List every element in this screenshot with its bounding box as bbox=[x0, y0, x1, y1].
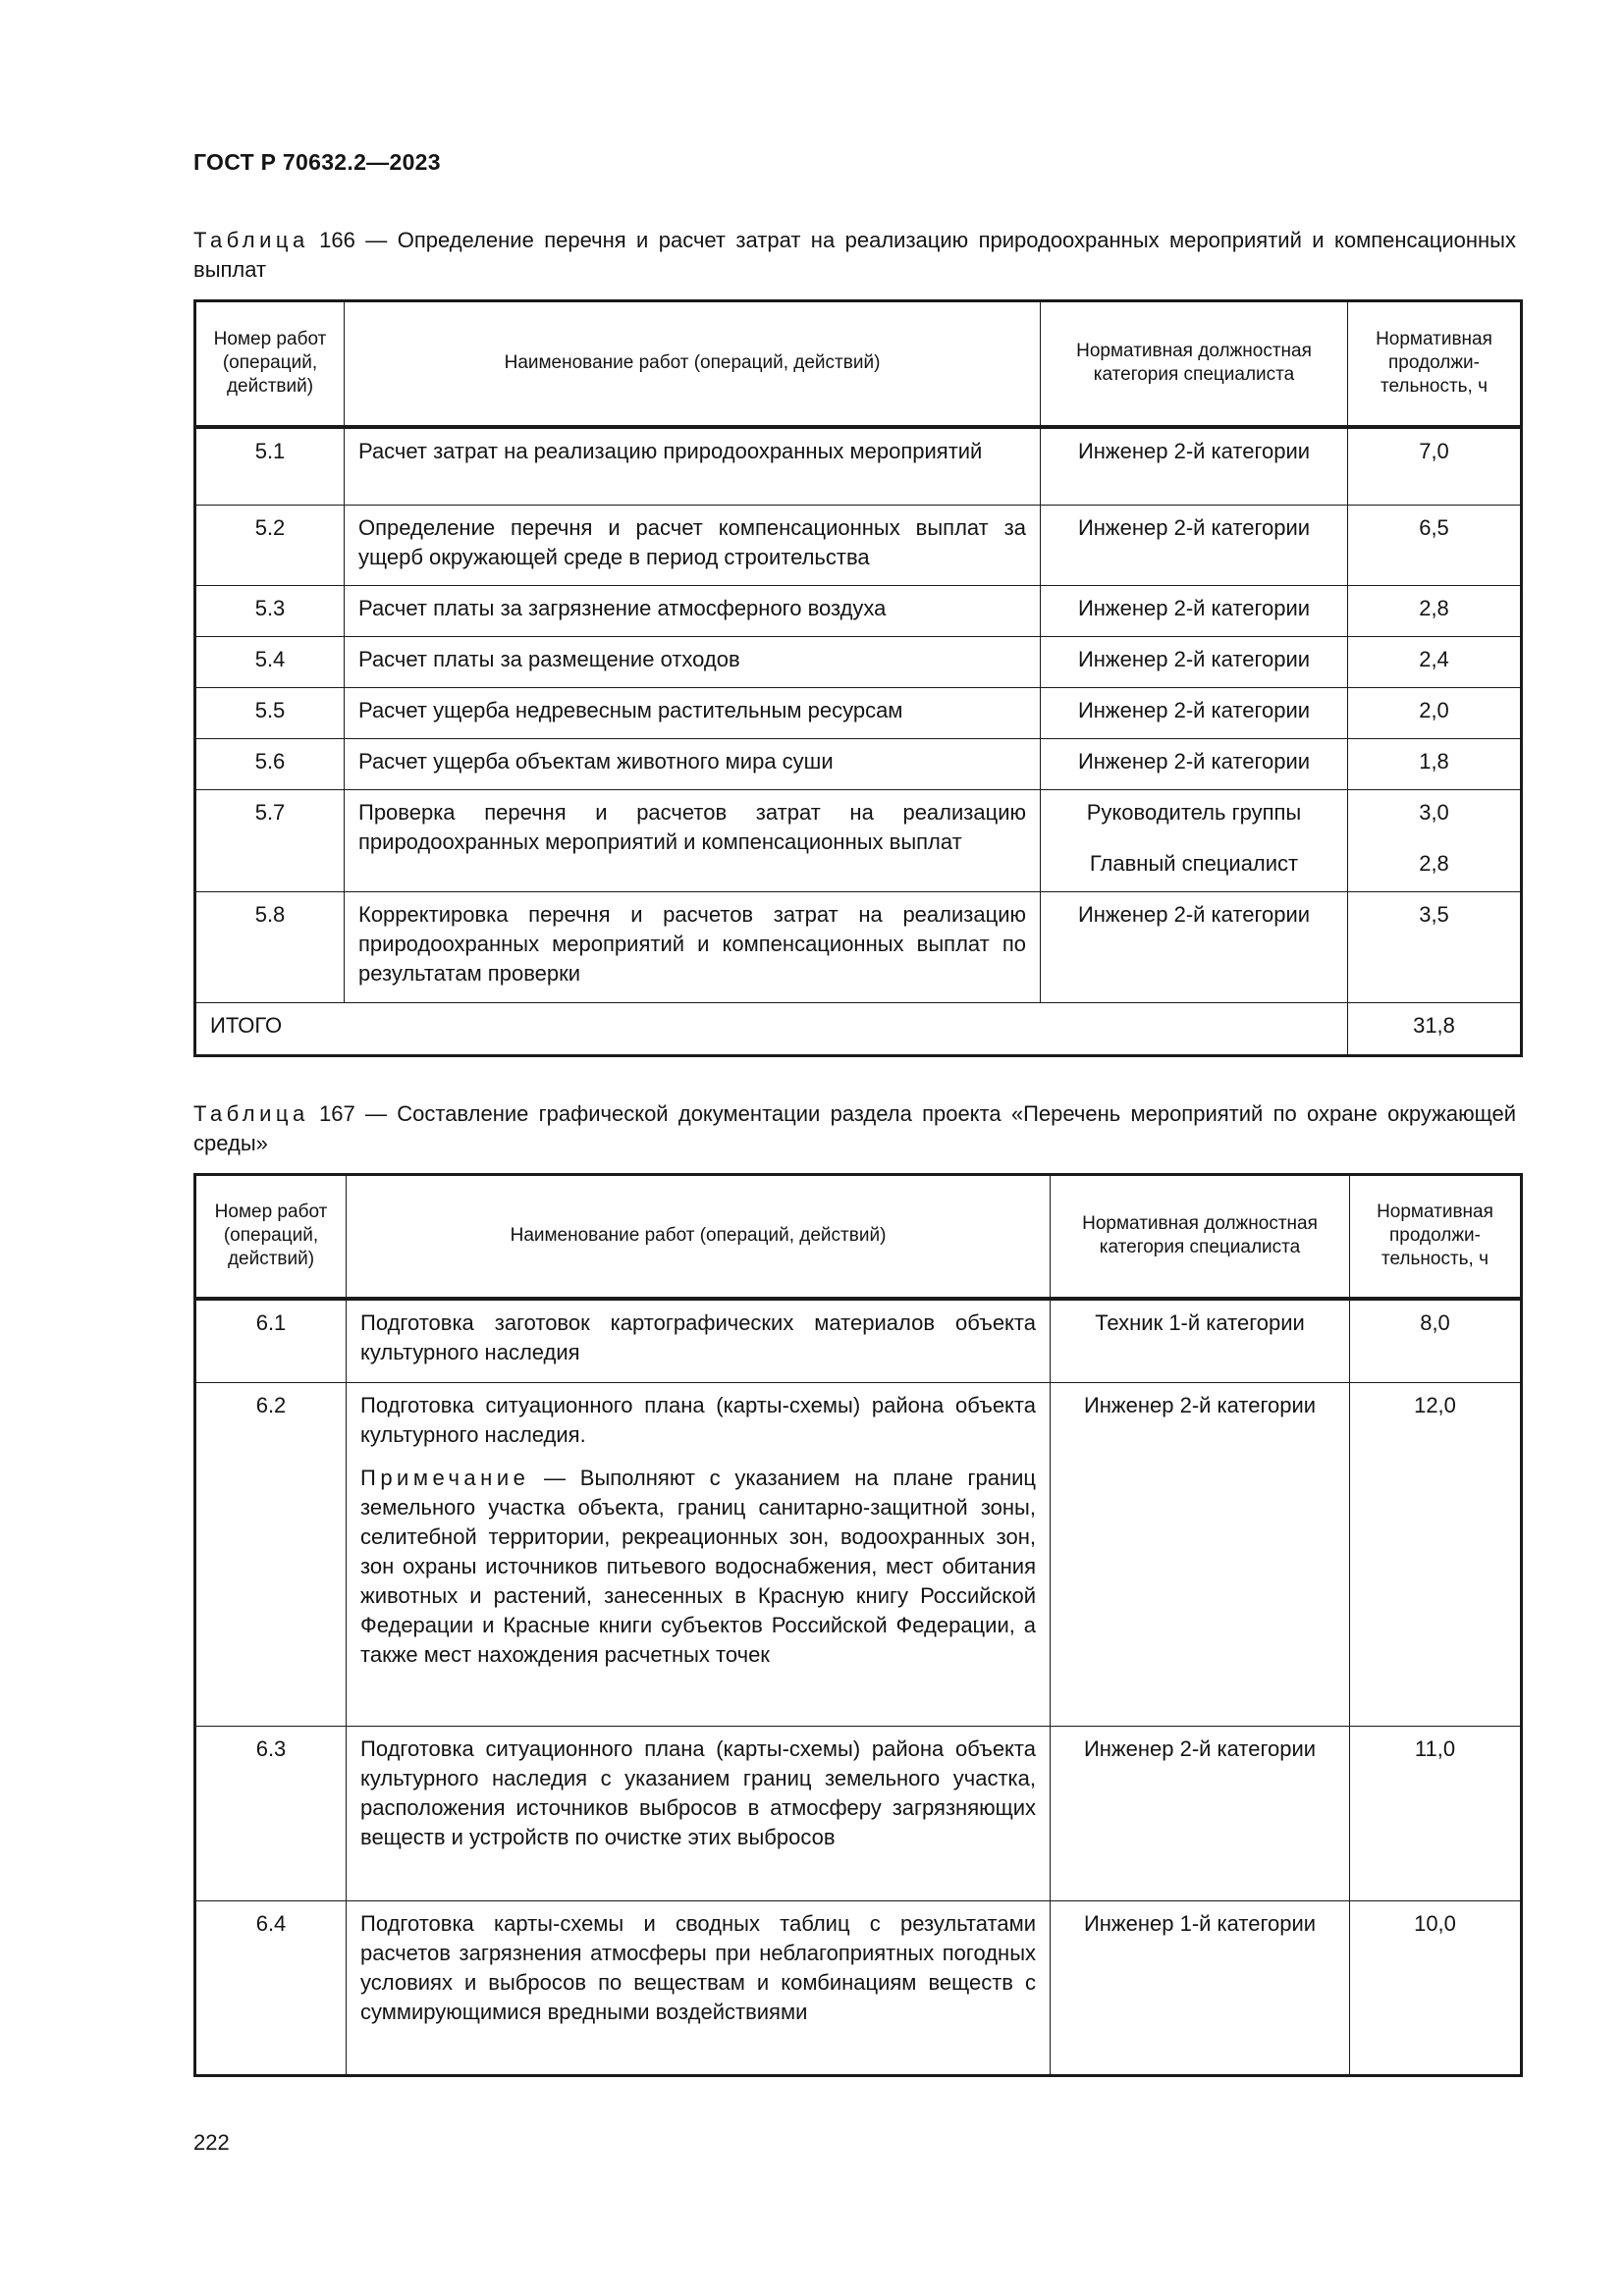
row-number: 5.2 bbox=[195, 506, 345, 586]
row-number: 6.1 bbox=[195, 1299, 347, 1383]
table-167-header-row bbox=[195, 1175, 1522, 1299]
row-role-group bbox=[1041, 790, 1348, 892]
row-name: Расчет платы за размещение отходов bbox=[345, 637, 1041, 688]
table-167 bbox=[193, 1173, 1523, 2077]
column-header-num: Номер работ (операций, действий) bbox=[195, 1175, 347, 1299]
column-header-duration: Нормативная продолжи-тельность, ч bbox=[1348, 301, 1522, 427]
row-number: 5.3 bbox=[195, 586, 345, 637]
row-role: Инженер 2-й категории bbox=[1041, 637, 1348, 688]
note-label: Примечание bbox=[360, 1466, 530, 1490]
table-row bbox=[195, 1727, 1522, 1901]
table-166-caption bbox=[193, 226, 1516, 285]
table-166-caption-prefix: Таблица bbox=[193, 228, 309, 252]
row-role: Инженер 2-й категории bbox=[1051, 1727, 1350, 1901]
table-row bbox=[195, 586, 1522, 637]
row-number: 5.8 bbox=[195, 892, 345, 1003]
row-role: Руководитель группы bbox=[1086, 800, 1302, 825]
column-header-name: Наименование работ (операций, действий) bbox=[347, 1175, 1051, 1299]
table-row bbox=[195, 427, 1522, 506]
row-name: Расчет ущерба недревесным растительным ресурсам bbox=[345, 688, 1041, 739]
row-duration: 7,0 bbox=[1348, 427, 1522, 506]
table-166-header-row bbox=[195, 301, 1522, 427]
row-role: Инженер 2-й категории bbox=[1041, 506, 1348, 586]
column-header-role: Нормативная должностная категория специалиста bbox=[1051, 1175, 1350, 1299]
row-number: 5.7 bbox=[195, 790, 345, 892]
column-header-duration: Нормативная продолжи-тельность, ч bbox=[1350, 1175, 1522, 1299]
row-name-group bbox=[347, 1383, 1051, 1727]
row-duration: 3,0 bbox=[1419, 800, 1449, 825]
row-duration: 10,0 bbox=[1350, 1901, 1522, 2076]
table-166-caption-text: 166 — Определение перечня и расчет затрат на реализацию природоохранных мероприятий и компенсационных выплат bbox=[193, 228, 1516, 282]
row-number: 5.5 bbox=[195, 688, 345, 739]
row-role-secondary: Главный специалист bbox=[1089, 851, 1299, 876]
column-header-num: Номер работ (операций, действий) bbox=[195, 301, 345, 427]
row-number: 5.4 bbox=[195, 637, 345, 688]
row-role: Инженер 2-й категории bbox=[1041, 739, 1348, 790]
table-total-row bbox=[195, 1003, 1522, 1056]
row-name: Подготовка заготовок картографических материалов объекта культурного наследия bbox=[347, 1299, 1051, 1383]
table-row bbox=[195, 1901, 1522, 2076]
table-167-caption-text: 167 — Составление графической документации раздела проекта «Перечень мероприятий по охране окружающей среды» bbox=[193, 1101, 1516, 1155]
row-duration: 2,4 bbox=[1348, 637, 1522, 688]
total-value: 31,8 bbox=[1348, 1003, 1522, 1056]
column-header-role: Нормативная должностная категория специалиста bbox=[1041, 301, 1348, 427]
total-label: ИТОГО bbox=[195, 1003, 1348, 1056]
row-name: Определение перечня и расчет компенсационных выплат за ущерб окружающей среде в период строительства bbox=[345, 506, 1041, 586]
table-row bbox=[195, 790, 1522, 892]
row-duration: 6,5 bbox=[1348, 506, 1522, 586]
row-role: Инженер 2-й категории bbox=[1041, 427, 1348, 506]
row-name: Проверка перечня и расчетов затрат на реализацию природоохранных мероприятий и компенсационных выплат bbox=[345, 790, 1041, 892]
table-row bbox=[195, 506, 1522, 586]
row-role: Инженер 2-й категории bbox=[1041, 688, 1348, 739]
row-duration: 2,0 bbox=[1348, 688, 1522, 739]
row-number: 6.4 bbox=[195, 1901, 347, 2076]
page-number: 222 bbox=[193, 2130, 230, 2155]
row-duration: 2,8 bbox=[1348, 586, 1522, 637]
table-row bbox=[195, 739, 1522, 790]
row-duration: 8,0 bbox=[1350, 1299, 1522, 1383]
row-duration-group bbox=[1348, 790, 1522, 892]
row-number: 5.1 bbox=[195, 427, 345, 506]
table-166 bbox=[193, 299, 1523, 1057]
row-name: Корректировка перечня и расчетов затрат на реализацию природоохранных мероприятий и компенсационных выплат по результатам проверки bbox=[345, 892, 1041, 1003]
row-role: Инженер 2-й категории bbox=[1051, 1383, 1350, 1727]
row-name: Подготовка ситуационного плана (карты-схемы) района объекта культурного наследия с указанием границ земельного участка, расположения источников выбросов в атмосферу загрязняющих веществ и устройств по очистке этих выбросов bbox=[347, 1727, 1051, 1901]
row-number: 5.6 bbox=[195, 739, 345, 790]
table-167-caption bbox=[193, 1099, 1516, 1158]
table-row bbox=[195, 637, 1522, 688]
row-duration: 1,8 bbox=[1348, 739, 1522, 790]
row-role: Техник 1-й категории bbox=[1051, 1299, 1350, 1383]
row-name: Расчет платы за загрязнение атмосферного воздуха bbox=[345, 586, 1041, 637]
row-duration: 11,0 bbox=[1350, 1727, 1522, 1901]
row-name: Расчет затрат на реализацию природоохранных мероприятий bbox=[345, 427, 1041, 506]
row-name: Подготовка ситуационного плана (карты-схемы) района объекта культурного наследия. bbox=[360, 1393, 1036, 1447]
row-role: Инженер 2-й категории bbox=[1041, 586, 1348, 637]
row-duration-secondary: 2,8 bbox=[1419, 851, 1449, 876]
row-name: Подготовка карты-схемы и сводных таблиц с результатами расчетов загрязнения атмосферы при неблагоприятных погодных условиях и выбросов по веществам и комбинациям веществ с суммирующимися вредными воздействиями bbox=[347, 1901, 1051, 2076]
row-role: Инженер 2-й категории bbox=[1041, 892, 1348, 1003]
table-row bbox=[195, 688, 1522, 739]
table-row bbox=[195, 1383, 1522, 1727]
document-code: ГОСТ Р 70632.2—2023 bbox=[193, 149, 441, 175]
table-167-caption-prefix: Таблица bbox=[193, 1101, 309, 1126]
row-name: Расчет ущерба объектам животного мира суши bbox=[345, 739, 1041, 790]
table-row bbox=[195, 892, 1522, 1003]
column-header-name: Наименование работ (операций, действий) bbox=[345, 301, 1041, 427]
table-row bbox=[195, 1299, 1522, 1383]
row-duration: 3,5 bbox=[1348, 892, 1522, 1003]
row-number: 6.3 bbox=[195, 1727, 347, 1901]
row-duration: 12,0 bbox=[1350, 1383, 1522, 1727]
row-role: Инженер 1-й категории bbox=[1051, 1901, 1350, 2076]
note-text: — Выполняют с указанием на плане границ земельного участка объекта, границ санитарно-защитной зоны, селитебной территории, рекреационных зон, водоохранных зон, зон охраны источников питьевого водоснабжения, мест обитания животных и растений, занесенных в Красную книгу Российской Федерации и Красные книги субъектов Российской Федерации, а также мест нахождения расчетных точек bbox=[360, 1466, 1036, 1667]
row-number: 6.2 bbox=[195, 1383, 347, 1727]
row-note bbox=[360, 1464, 1036, 1670]
